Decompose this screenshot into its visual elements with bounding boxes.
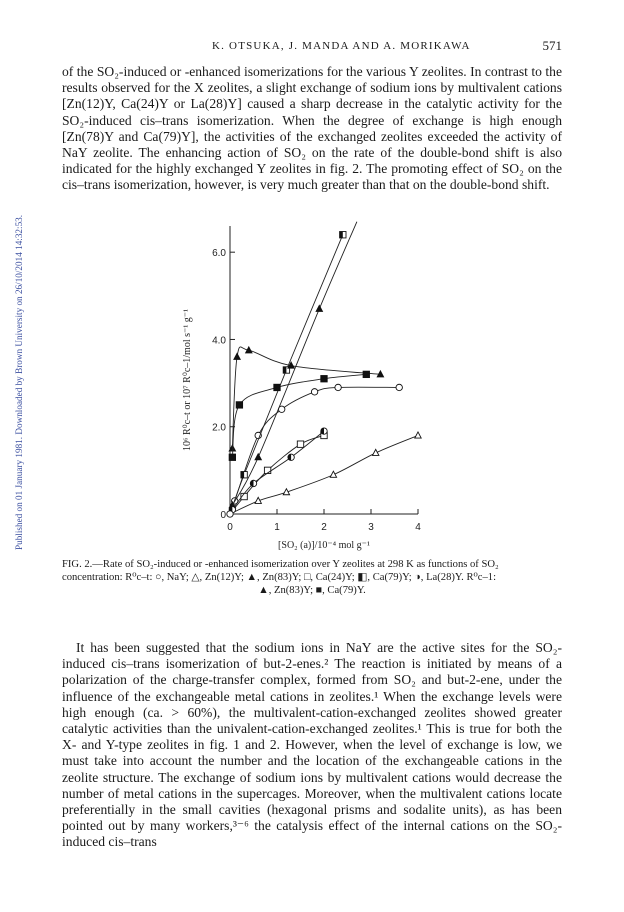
data-point-half-square-fill: [283, 367, 286, 373]
data-point-filled-square: [229, 454, 235, 460]
data-point-half-square-fill: [241, 472, 244, 478]
x-tick-label: 2: [321, 522, 327, 533]
body-paragraph-1: of the SO₂-induced or -enhanced isomerizations for the various Y zeolites. In contrast to the results observed for the X zeolites, a slight exchange of sodium ions by multivalent cations [Zn(12)Y, Ca(24)Y or La(28)Y] caused a sharp decrease in the catalytic activity for the SO₂-induced cis–trans isomerization. When the degree of exchange is high enough [Zn(78)Y and Ca(79)Y], the activities of the exchanged zeolites exceeded the activity of NaY zeolite. The enhancing action of SO₂ on the rate of the double-bond shift is also indicated for the highly exchanged Y zeolites in fig. 2. The promoting effect of SO₂ on the cis–trans isomerization, however, is very much greater than that on the double-bond shift.: [62, 64, 562, 193]
download-watermark: [2, 150, 24, 550]
running-head: K. OTSUKA, J. MANDA AND A. MORIKAWA: [212, 40, 471, 52]
data-point-half-square-fill: [340, 232, 343, 238]
y-tick-label: 6.0: [212, 248, 226, 260]
x-tick-label: 1: [274, 522, 280, 533]
series-line-zn-83-y: [232, 222, 357, 506]
caption-line-1: FIG. 2.—Rate of SO₂-induced or -enhanced isomerization over Y zeolites at 298 K as functions of SO₂: [62, 559, 499, 570]
y-tick-label: 2.0: [212, 422, 226, 434]
x-tick-label: 4: [415, 522, 421, 533]
y-tick-label: 4.0: [212, 335, 226, 347]
data-point-filled-square: [321, 376, 327, 382]
page-number: 571: [542, 38, 562, 53]
series-line-zn-83-y: [232, 347, 380, 449]
x-tick-label: 0: [227, 522, 233, 533]
data-point-open-circle: [335, 384, 341, 390]
y-axis-label: 10⁶ R⁰c–t or 10⁷ R⁰c–1/mol s⁻¹ g⁻¹: [182, 308, 193, 452]
data-point-open-circle: [396, 384, 402, 390]
caption-line-3: ▲, Zn(83)Y; ■, Ca(79)Y.: [258, 585, 366, 596]
data-point-filled-triangle: [255, 454, 261, 460]
body-paragraph-2: It has been suggested that the sodium ions in NaY are the active sites for the SO₂-induced cis–trans isomerization of but-2-enes.² The reaction is initiated by means of a polarization of the charge-transfer complex, formed from SO₂ and but-2-ene, under the influence of the exchangeable metal cations in zeolites.¹ When the exchange levels were high enough (ca. > 60%), the multivalent-cation-exchanged zeolites showed greater catalytic activities than the univalent-cation-exchanged zeolites.¹ This is true for both the X- and Y-type zeolites in fig. 1 and 2. However, when the level of exchange is low, we must take into account the number and the location of the exchangeable cations in the zeolite structure. The exchange of sodium ions by multivalent cations would decrease the number of metal cations in the supercages. Moreover, when the multivalent cations locate preferentially in the small cavities (hexagonal prisms and sodalite units), as has been pointed out by many workers,³⁻⁶ the catalysis effect of the internal cations on the SO₂-induced cis–trans: [62, 640, 562, 850]
figure-2-chart: [160, 208, 450, 553]
data-point-open-triangle: [415, 432, 421, 438]
download-watermark-text: Published on 01 January 1981. Downloaded by Brown University on 26/10/2014 14:32:53.: [14, 214, 24, 550]
figure-caption: [62, 558, 562, 597]
data-point-filled-square: [363, 371, 369, 377]
x-tick-label: 3: [368, 522, 374, 533]
data-point-open-triangle: [373, 449, 379, 455]
data-point-open-square: [297, 441, 303, 447]
series-line-nay: [230, 387, 399, 514]
data-point-filled-square: [236, 402, 242, 408]
data-point-filled-triangle: [234, 353, 240, 359]
data-point-filled-square: [274, 384, 280, 390]
caption-line-2: concentration: R⁰c–t: ○, NaY; △, Zn(12)Y; ▲, Zn(83)Y; □, Ca(24)Y; ◧, Ca(79)Y; ◑, La(28)Y. R⁰c–1:: [62, 572, 497, 583]
data-point-filled-triangle: [316, 305, 322, 311]
data-point-open-circle: [227, 511, 233, 517]
x-axis-label: [SO₂ (a)]/10⁻⁴ mol g⁻¹: [278, 540, 370, 551]
data-point-open-circle: [311, 389, 317, 395]
page-header: [62, 40, 562, 56]
y-tick-label: 0: [220, 510, 226, 521]
data-point-open-triangle: [330, 471, 336, 477]
